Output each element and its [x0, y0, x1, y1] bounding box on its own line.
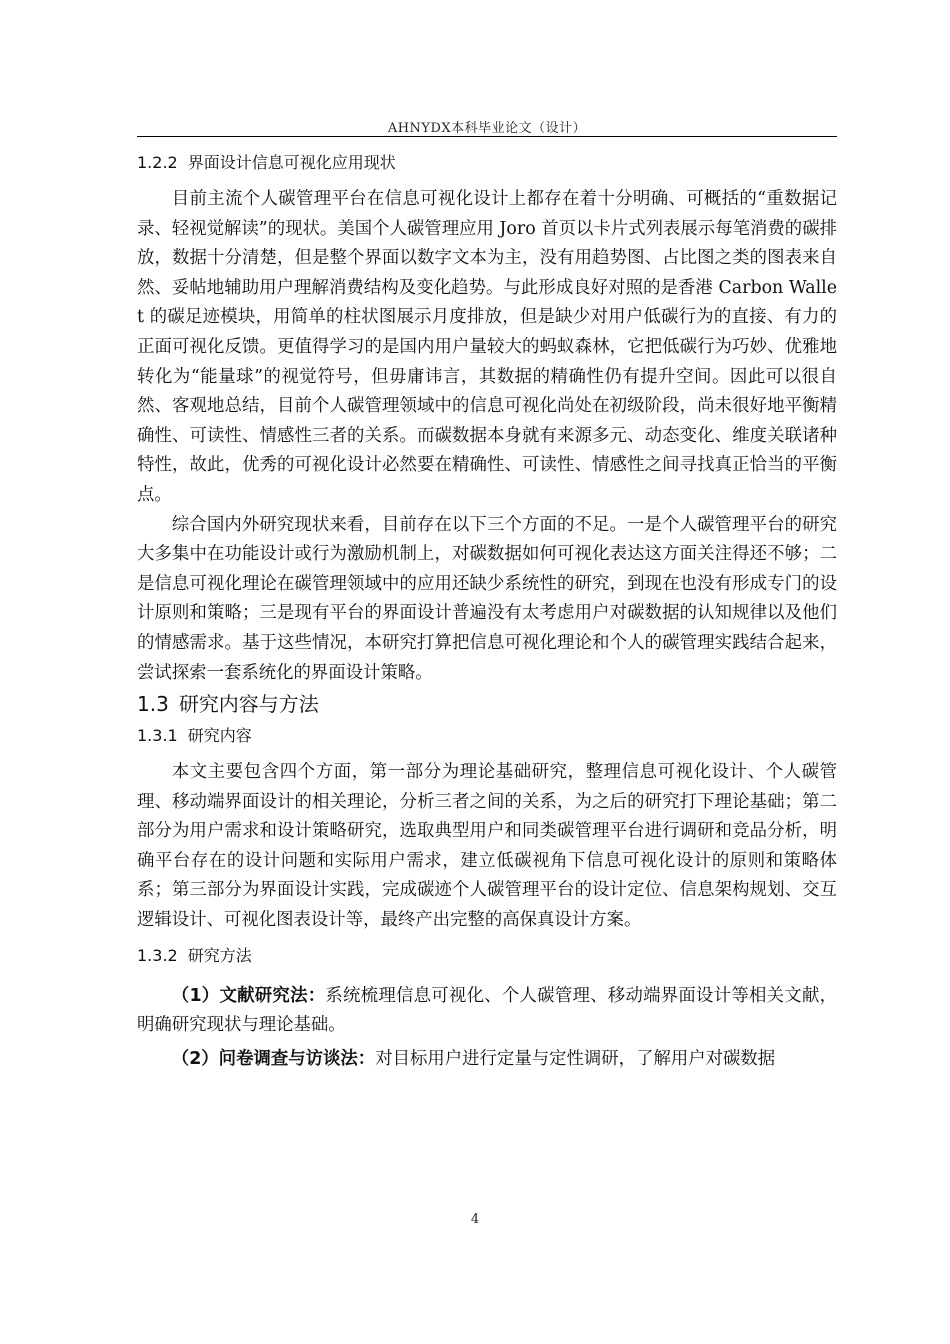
paragraph: 本文主要包含四个方面，第一部分为理论基础研究，整理信息可视化设计、个人碳管理、移动端界面设计的相关理论，分析三者之间的关系，为之后的研究打下理论基础；第二部分为用户需求和设计策略研究，选取典型用户和同类碳管理平台进行调研和竞品分析，明确平台存在的设计问题和实际用户需求，建立低碳视角下信息可视化设计的原则和策略体系；第三部分为界面设计实践，完成碳迹个人碳管理平台的设计定位、信息架构规划、交互逻辑设计、可视化图表设计等，最终产出完整的高保真设计方案。: [137, 762, 837, 931]
section-title: 研究内容: [187, 726, 252, 746]
method-item: [137, 1045, 837, 1075]
section-heading-1-3: [137, 688, 837, 720]
method-text: 系统梳理信息可视化、个人碳管理、移动端界面设计等相关文献，明确研究现状与理论基础。: [137, 985, 837, 1036]
page-number: 4: [470, 1212, 480, 1227]
paragraph: 综合国内外研究现状来看，目前存在以下三个方面的不足。一是个人碳管理平台的研究大多集中在功能设计或行为激励机制上，对碳数据如何可视化表达这方面关注得还不够；二是信息可视化理论在碳管理领域中的应用还缺少系统性的研究，到现在也没有形成专门的设计原则和策略；三是现有平台的界面设计普遍没有太考虑用户对碳数据的认知规律以及他们的情感需求。基于这些情况，本研究打算把信息可视化理论和个人的碳管理实践结合起来，尝试探索一套系统化的界面设计策略。: [137, 514, 837, 683]
section-number: 1.3.2: [137, 945, 178, 965]
method-label: （2）问卷调查与访谈法：: [171, 1048, 376, 1069]
section-title: 研究方法: [187, 945, 252, 965]
section-title: 研究内容与方法: [178, 692, 319, 717]
running-header: AHNYDX本科毕业论文（设计）: [387, 121, 587, 136]
method-item: [137, 982, 837, 1041]
section-number: 1.3.1: [137, 726, 178, 746]
header-rule: [137, 136, 837, 137]
section-number: 1.3: [137, 692, 169, 717]
section-title: 界面设计信息可视化应用现状: [187, 153, 396, 172]
page-content: [137, 147, 837, 1074]
paragraph: 目前主流个人碳管理平台在信息可视化设计上都存在着十分明确、可概括的“重数据记录、轻视觉解读”的现状。美国个人碳管理应用 Joro 首页以卡片式列表展示每笔消费的碳排放，数据十分清楚，但是整个界面以数字文本为主，没有用趋势图、占比图之类的图表来自然、妥帖地辅助用户理解消费结构及变化趋势。与此形成良好对照的是香港 Carbon Wallet 的碳足迹模块，用简单的柱状图展示月度排放，但是缺少对用户低碳行为的直接、有力的正面可视化反馈。更值得学习的是国内用户量较大的蚂蚁森林，它把低碳行为巧妙、优雅地转化为“能量球”的视觉符号，但毋庸讳言，其数据的精确性仍有提升空间。因此可以很自然、客观地总结，目前个人碳管理领域中的信息可视化尚处在初级阶段，尚未很好地平衡精确性、可读性、情感性三者的关系。而碳数据本身就有来源多元、动态变化、维度关联诸种特性，故此，优秀的可视化设计必然要在精确性、可读性、情感性之间寻找真正恰当的平衡点。: [137, 189, 837, 505]
method-text: 对目标用户进行定量与定性调研，了解用户对碳数据: [375, 1048, 776, 1069]
method-label: （1）文献研究法：: [171, 985, 326, 1006]
section-heading-1-2-2: [137, 147, 837, 179]
section-number: 1.2.2: [137, 153, 178, 172]
section-heading-1-3-2: [137, 940, 837, 972]
section-heading-1-3-1: [137, 720, 837, 752]
